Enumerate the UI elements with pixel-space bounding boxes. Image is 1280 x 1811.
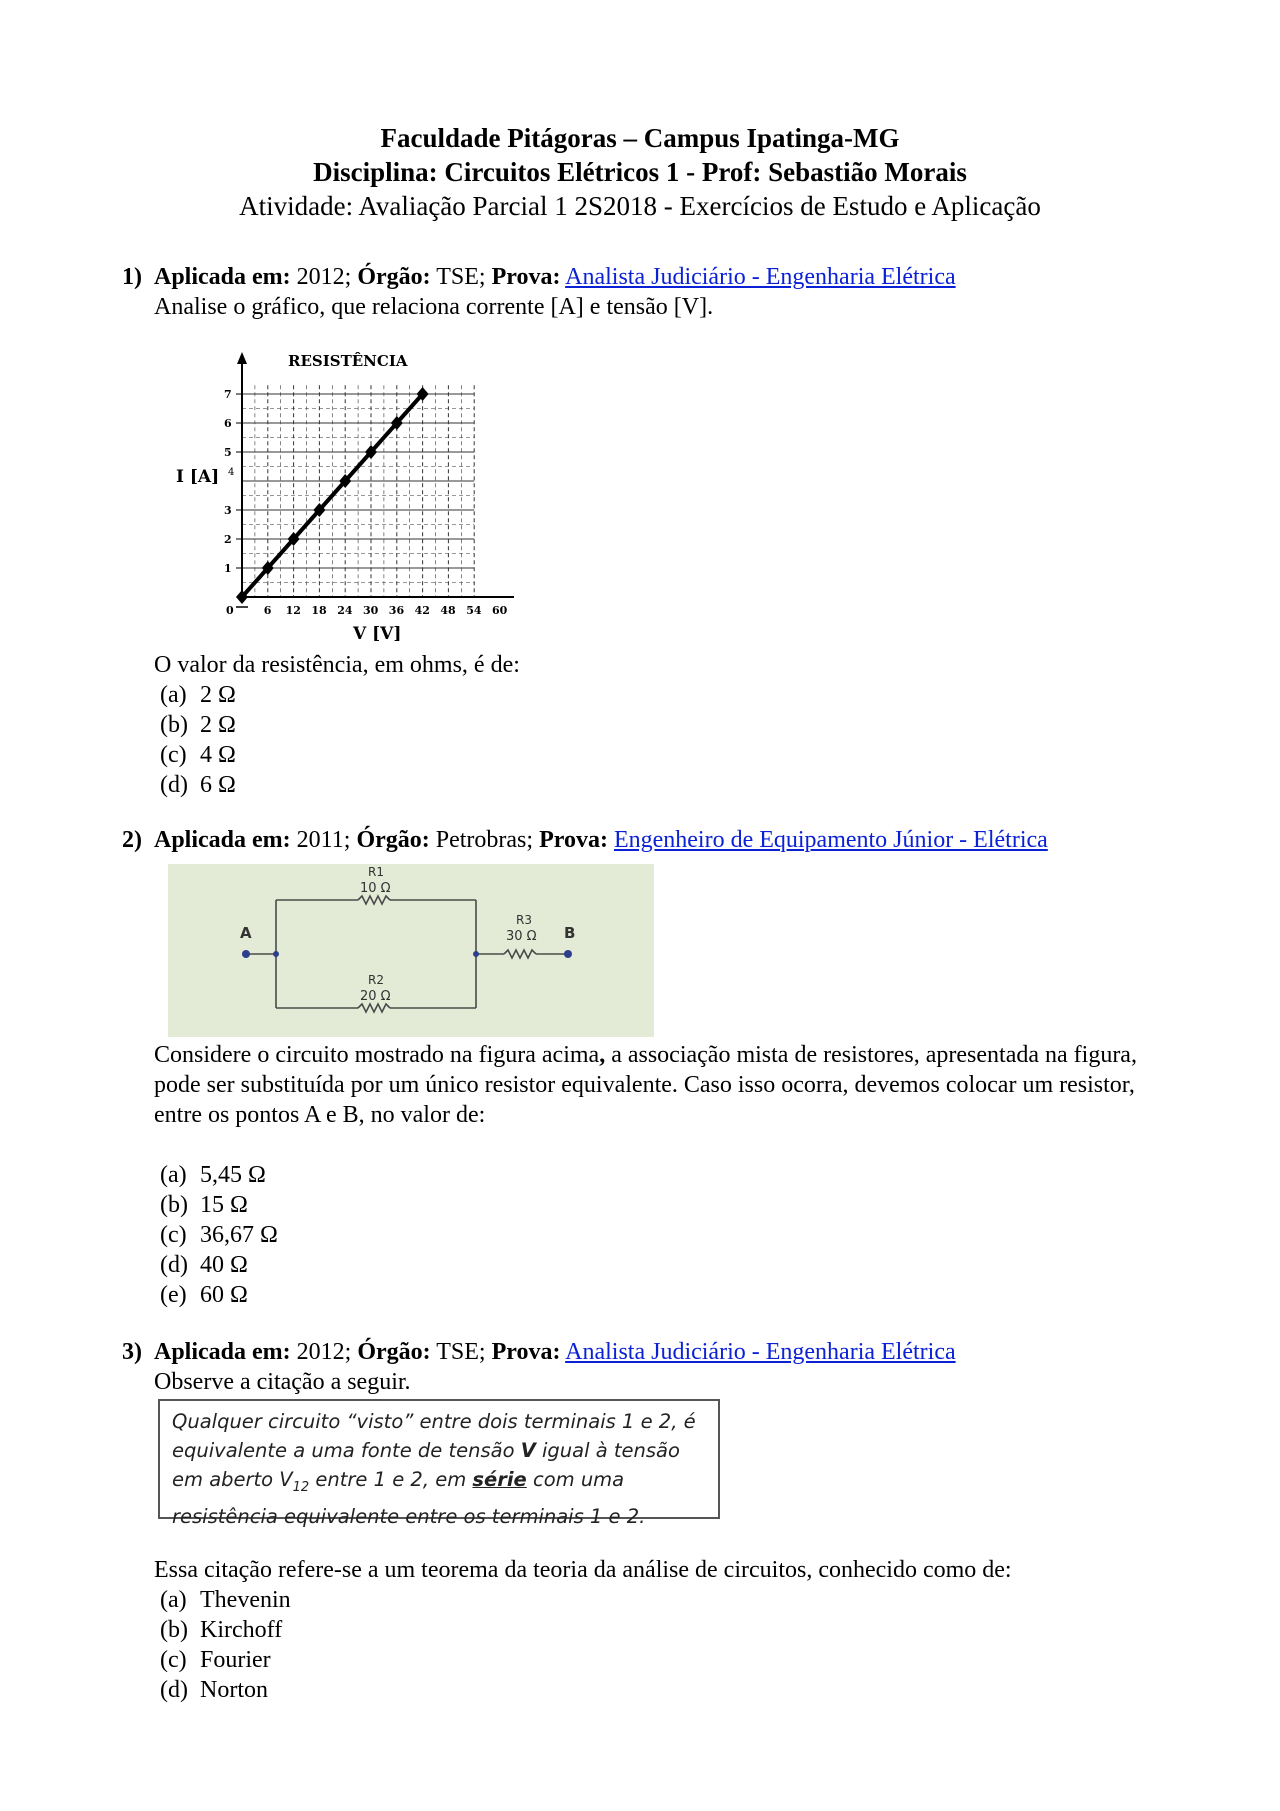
option-text: Kirchoff: [200, 1617, 283, 1643]
exam-link[interactable]: Analista Judiciário - Engenharia Elétrica: [565, 1339, 956, 1365]
question-2-header: [122, 825, 1182, 855]
activity-title: Atividade: Avaliação Parcial 1 2S2018 - Exercícios de Estudo e Aplicação: [239, 191, 1041, 221]
option-d[interactable]: [160, 770, 1182, 800]
option-text: Norton: [200, 1677, 268, 1703]
x-tick-label: 0: [226, 604, 234, 617]
question-2-text: [154, 1040, 1182, 1130]
quote-text-4: com uma resistência equivalente entre os terminais 1 e 2.: [172, 1468, 646, 1528]
quotation-box: [158, 1399, 720, 1528]
organ-value: TSE;: [436, 264, 486, 290]
option-text: 4 Ω: [200, 742, 236, 768]
exam-link[interactable]: Analista Judiciário - Engenharia Elétrica: [565, 264, 956, 290]
organ-label: Órgão:: [357, 1339, 431, 1365]
question-number: 3): [122, 1339, 142, 1365]
document-header: [0, 121, 1280, 223]
quote-text-2: igual à tensão em aberto V: [172, 1439, 680, 1491]
label-r1-value: 10 Ω: [360, 881, 391, 896]
question-2-text-start: Considere o circuito mostrado na figura acima: [154, 1042, 600, 1068]
option-label: (a): [160, 682, 187, 708]
node-left: [273, 951, 279, 957]
option-label: (e): [160, 1282, 187, 1308]
label-r1-name: R1: [368, 865, 384, 879]
chart-x-ticks: [226, 604, 508, 617]
question-number: 2): [122, 827, 142, 853]
y-tick-label: 1: [224, 562, 232, 575]
question-1-body: [122, 650, 1182, 800]
node-right: [473, 951, 479, 957]
option-text: 2 Ω: [200, 712, 236, 738]
x-tick-label: 6: [263, 604, 272, 617]
chart-x-label: V [V]: [353, 624, 402, 644]
question-2-text-comma: ,: [599, 1042, 606, 1068]
option-text: 5,45 Ω: [200, 1162, 266, 1188]
label-r3-value: 30 Ω: [506, 929, 537, 944]
question-1: [122, 262, 1182, 322]
option-label: (b): [160, 1192, 188, 1218]
question-1-options: [160, 680, 1182, 800]
x-tick-label: 36: [388, 604, 405, 617]
quote-subscript: 12: [292, 1479, 310, 1495]
question-2: [122, 825, 1182, 855]
option-c[interactable]: [160, 1645, 1182, 1675]
course-title: Disciplina: Circuitos Elétricos 1 - Prof: Sebastião Morais: [313, 157, 967, 187]
label-a: A: [240, 924, 252, 942]
question-3: [122, 1337, 1182, 1397]
y-tick-label: 5: [224, 446, 232, 459]
x-tick-label: 60: [492, 604, 508, 617]
applied-label: Aplicada em:: [154, 827, 291, 853]
x-tick-label: 42: [414, 604, 430, 617]
question-number: 1): [122, 264, 142, 290]
resistor-r1: [358, 896, 390, 904]
chart-y-ticks: [224, 388, 242, 575]
y-axis-arrow: [237, 352, 247, 364]
question-prompt: Observe a citação a seguir.: [154, 1369, 411, 1395]
label-r3-name: R3: [516, 913, 532, 927]
circuit-diagram: [168, 864, 654, 1037]
option-text: Thevenin: [200, 1587, 291, 1613]
x-tick-label: 54: [466, 604, 482, 617]
question-prompt: Analise o gráfico, que relaciona corrente [A] e tensão [V].: [154, 294, 714, 320]
x-tick-label: 24: [337, 604, 353, 617]
option-a[interactable]: [160, 1585, 1182, 1615]
option-e[interactable]: [160, 1280, 1182, 1310]
exam-label: Prova:: [539, 827, 608, 853]
label-r2-value: 20 Ω: [360, 989, 391, 1004]
option-label: (a): [160, 1587, 187, 1613]
option-text: 15 Ω: [200, 1192, 248, 1218]
terminal-b: [564, 950, 572, 958]
option-label: (d): [160, 1677, 188, 1703]
terminal-a: [242, 950, 250, 958]
question-3-header: [122, 1337, 1182, 1367]
option-label: (c): [160, 742, 187, 768]
option-text: 40 Ω: [200, 1252, 248, 1278]
option-b[interactable]: [160, 710, 1182, 740]
question-2-options: [160, 1160, 1182, 1310]
resistance-chart: [160, 344, 580, 649]
option-b[interactable]: [160, 1615, 1182, 1645]
option-a[interactable]: [160, 1160, 1182, 1190]
option-text: 36,67 Ω: [200, 1222, 278, 1248]
question-3-text: Essa citação refere-se a um teorema da teoria da análise de circuitos, conhecido como de:: [154, 1557, 1012, 1583]
option-label: (b): [160, 712, 188, 738]
chart-y-label: I [A]: [176, 467, 220, 487]
x-tick-label: 18: [311, 604, 327, 617]
option-label: (c): [160, 1647, 187, 1673]
option-b[interactable]: [160, 1190, 1182, 1220]
question-3-body: [122, 1555, 1182, 1705]
y-tick-label: 6: [224, 417, 232, 430]
organ-label: Órgão:: [357, 264, 431, 290]
y-tick-label: 7: [224, 388, 232, 401]
applied-year: 2012;: [296, 1339, 352, 1365]
option-c[interactable]: [160, 1220, 1182, 1250]
option-text: Fourier: [200, 1647, 271, 1673]
organ-value: TSE;: [436, 1339, 486, 1365]
question-1-header: [122, 262, 1182, 292]
chart-axes: [236, 352, 514, 607]
option-label: (c): [160, 1222, 187, 1248]
quote-text-3: entre 1 e 2, em: [309, 1468, 473, 1491]
circuit-figure: [168, 864, 654, 1037]
resistor-r2: [358, 1004, 390, 1012]
chart-title: RESISTÊNCIA: [288, 352, 408, 370]
exam-label: Prova:: [491, 264, 561, 290]
label-r2-name: R2: [368, 973, 384, 987]
chart-grid: [242, 385, 474, 597]
applied-year: 2011;: [296, 827, 351, 853]
organ-label: Órgão:: [356, 827, 430, 853]
chart-y-label-superscript: 4: [228, 467, 235, 478]
question-3-options: [160, 1585, 1182, 1705]
x-tick-label: 12: [285, 604, 301, 617]
question-2-body: [122, 1040, 1182, 1310]
applied-year: 2012;: [296, 264, 352, 290]
option-label: (b): [160, 1617, 188, 1643]
label-b: B: [564, 924, 576, 942]
option-text: 60 Ω: [200, 1282, 248, 1308]
resistor-r3: [504, 950, 536, 958]
organ-value: Petrobras;: [435, 827, 534, 853]
y-tick-label: 2: [224, 533, 232, 546]
option-label: (a): [160, 1162, 187, 1188]
x-tick-label: 30: [363, 604, 379, 617]
quote-v: V: [520, 1439, 536, 1462]
option-c[interactable]: [160, 740, 1182, 770]
option-label: (d): [160, 772, 188, 798]
option-text: 6 Ω: [200, 772, 236, 798]
quote-serie: série: [472, 1468, 527, 1491]
quote-text-1: Qualquer circuito “visto” entre dois terminais 1 e 2, é equivalente a uma fonte de tensão: [172, 1410, 696, 1462]
option-d[interactable]: [160, 1675, 1182, 1705]
exam-label: Prova:: [491, 1339, 561, 1365]
institution-title: Faculdade Pitágoras – Campus Ipatinga-MG: [380, 123, 900, 153]
option-text: 2 Ω: [200, 682, 236, 708]
exam-link[interactable]: Engenheiro de Equipamento Júnior - Elétrica: [613, 827, 1048, 853]
question-2-text-end: a associação mista de resistores, apresentada na figura, pode ser substituída por um único resistor equivalente. Caso isso ocorra, devemos colocar um resistor, entre os pontos A e B, no valor de:: [154, 1042, 1137, 1128]
option-a[interactable]: [160, 680, 1182, 710]
applied-label: Aplicada em:: [154, 264, 291, 290]
applied-label: Aplicada em:: [154, 1339, 291, 1365]
question-1-text: O valor da resistência, em ohms, é de:: [154, 652, 520, 678]
x-tick-label: 48: [440, 604, 456, 617]
option-label: (d): [160, 1252, 188, 1278]
y-tick-label: 3: [224, 504, 232, 517]
option-d[interactable]: [160, 1250, 1182, 1280]
